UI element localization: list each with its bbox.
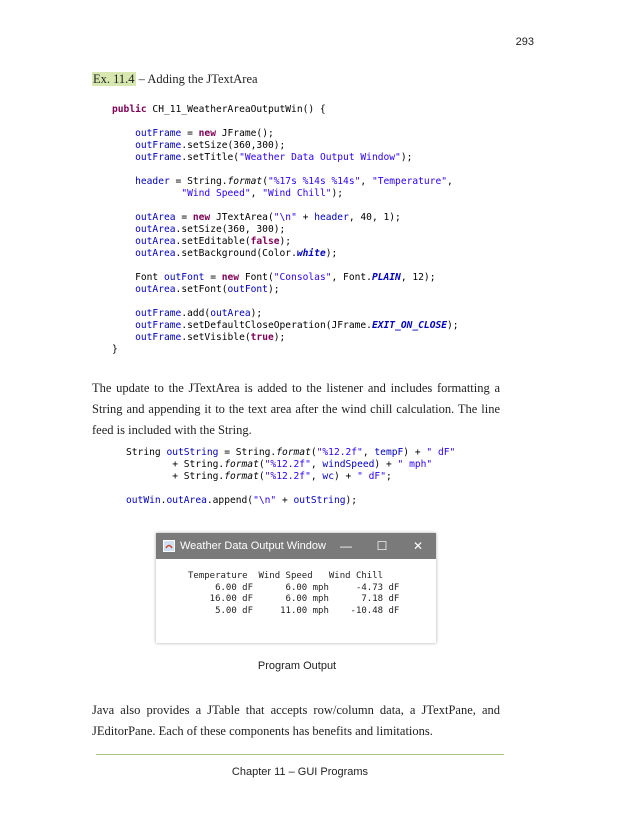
code-block-constructor: public CH_11_WeatherAreaOutputWin() { outFrame = new JFrame(); outFrame.setSize(360,300); outFrame.setTitle("Weather Data Output Window"); header = String.format("%17s %14s %14s", "Temperature", "Wind Speed", "Wind Chill"); outArea = new JTextArea("\n" + header, 40, 1); outArea.setSize(360, 300); outArea.setEditable(false); outArea.setBackground(Color.white); Font outFont = new Font("Consolas", Font.PLAIN, 12); outArea.setFont(outFont); outFrame.add(outArea); outFrame.setDefaultCloseOperation(JFrame.EXIT_ON_CLOSE); outFrame.setVisible(true); } <box>112 104 459 355</box>
maximize-icon: ☐ <box>376 539 388 553</box>
figure-caption: Program Output <box>257 660 337 672</box>
output-row: 6.00 dF 6.00 mph -4.73 dF <box>188 582 400 593</box>
example-label: Ex. 11.4 <box>93 72 135 86</box>
footer-divider <box>96 754 504 755</box>
paragraph-update: The update to the JTextArea is added to the listener and includes formatting a String and appending it to the text area after the wind chill calculation. The line feed is included with the String. <box>92 381 500 437</box>
example-title: – Adding the JTextArea <box>135 72 258 86</box>
output-row: 5.00 dF 11.00 mph -10.48 dF <box>188 605 400 616</box>
window-text-area <box>156 559 436 617</box>
page-number: 293 <box>515 36 534 48</box>
example-heading <box>92 72 258 87</box>
close-icon: ✕ <box>412 539 424 553</box>
page-footer: Chapter 11 – GUI Programs <box>231 766 369 778</box>
window-titlebar <box>156 533 436 559</box>
output-header-row: Temperature Wind Speed Wind Chill <box>188 571 384 581</box>
output-window-screenshot <box>156 533 436 643</box>
minimize-icon: — <box>340 539 352 553</box>
output-row: 16.00 dF 6.00 mph 7.18 dF <box>188 594 400 604</box>
java-app-icon <box>163 540 175 552</box>
paragraph-jtable: Java also provides a JTable that accepts row/column data, a JTextPane, and JEditorPane. Each of these components has benefits and limitations. <box>92 703 500 738</box>
code-block-outstring: String outString = String.format("%12.2f", tempF) + " dF" + String.format("%12.2f", windSpeed) + " mph" + String.format("%12.2f", wc) + " dF"; outWin.outArea.append("\n" + outString); <box>126 447 456 506</box>
window-title: Weather Data Output Window <box>180 540 326 552</box>
